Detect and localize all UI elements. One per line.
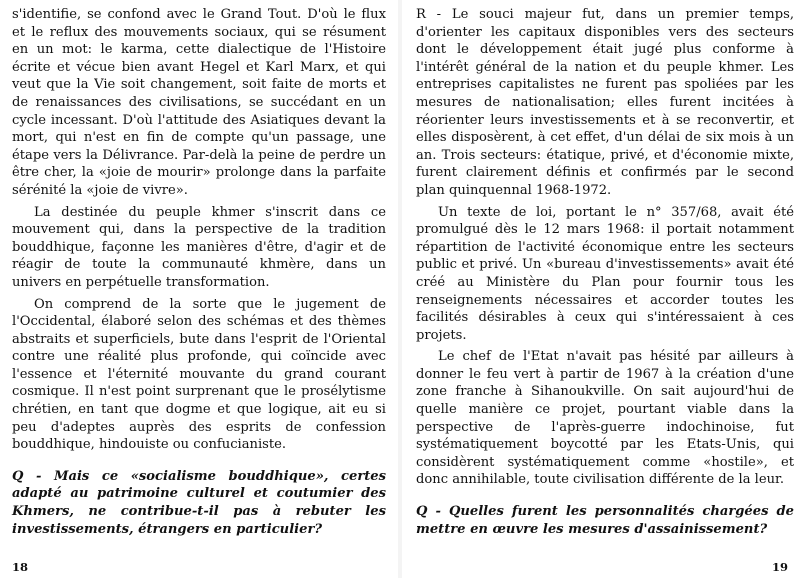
- interview-question: Q - Mais ce «socialisme bouddhique», certes adapté au patrimoine culturel et coutumier des Khmers, ne contribue-t-il pas à rebuter les investissements, étrangers en particulier?: [12, 468, 386, 537]
- paragraph: La destinée du peuple khmer s'inscrit dans ce mouvement qui, dans la perspective de la tradition bouddhique, façonne les manières d'être, d'agir et de réagir de toute la communauté khmère, dans un univers en perpétuelle transformation.: [12, 204, 386, 290]
- left-page-text: [12, 6, 386, 542]
- paragraph: Un texte de loi, portant le n° 357/68, avait été promulgué dès le 12 mars 1968: il portait notamment répartition de l'activité économique entre les secteurs public et privé. Un «bureau d'investissements» avait été créé au Ministère du Plan pour fournir tous les renseignements nécessaires et accorder toutes les facilités désirables à ceux qui s'intéressaient à ces projets.: [416, 204, 794, 343]
- right-page-text: [416, 6, 794, 542]
- interview-question: Q - Quelles furent les personnalités chargées de mettre en œuvre les mesures d'assainissement?: [416, 504, 794, 537]
- paragraph: On comprend de la sorte que le jugement de l'Occidental, élaboré selon des schémas et des thèmes abstraits et superficiels, bute dans l'esprit de l'Oriental contre une réalité plus profonde, qui coïncide avec l'essence et l'éternité mouvante du grand courant cosmique. Il n'est point surprenant que le prosélytisme chrétien, en tant que dogme et que logique, ait eu si peu d'adeptes auprès des esprits de confession bouddhique, hindouiste ou confucianiste.: [12, 296, 386, 453]
- page-number: 18: [12, 560, 29, 574]
- right-page: [406, 0, 800, 578]
- page-number: 19: [771, 560, 788, 574]
- left-page: [0, 0, 394, 578]
- paragraph: Le chef de l'Etat n'avait pas hésité par ailleurs à donner le feu vert à partir de 1967 à la création d'une zone franche à Sihanoukville. On sait aujourd'hui de quelle manière ce projet, pourtant viable dans la perspective de l'après-guerre indochinoise, fut systématiquement boycotté par les Etats-Unis, qui considèrent systématiquement comme «hostile», et donc annihilable, toute civilisation différente de la leur.: [416, 349, 794, 488]
- interview-answer: R - Le souci majeur fut, dans un premier temps, d'orienter les capitaux disponibles vers des secteurs dont le développement était jugé plus conforme à l'intérêt général de la nation et du peuple khmer. Les entreprises capitalistes ne furent pas spoliées par les mesures de nationalisation; elles furent incitées à réorienter leurs investissements et à se reconvertir, et elles disposèrent, à cet effet, d'un délai de six mois à un an. Trois secteurs: étatique, privé, et d'économie mixte, furent clairement définis et confirmés par le second plan quinquennal 1968-1972.: [416, 7, 794, 198]
- book-gutter: [398, 0, 402, 578]
- paragraph: s'identifie, se confond avec le Grand Tout. D'où le flux et le reflux des mouvements sociaux, qui se résument en un mot: le karma, cette dialectique de l'Histoire écrite et vécue bien avant Hegel et Karl Marx, et qui veut que la Vie soit changement, soit faite de morts et de renaissances des civilisations, se succédant en un cycle incessant. D'où l'attitude des Asiatiques devant la mort, qui n'est en fin de compte qu'un passage, une étape vers la Délivrance. Par-delà la peine de perdre un être cher, la «joie de mourir» prolonge dans la parfaite sérénité la «joie de vivre».: [12, 7, 386, 198]
